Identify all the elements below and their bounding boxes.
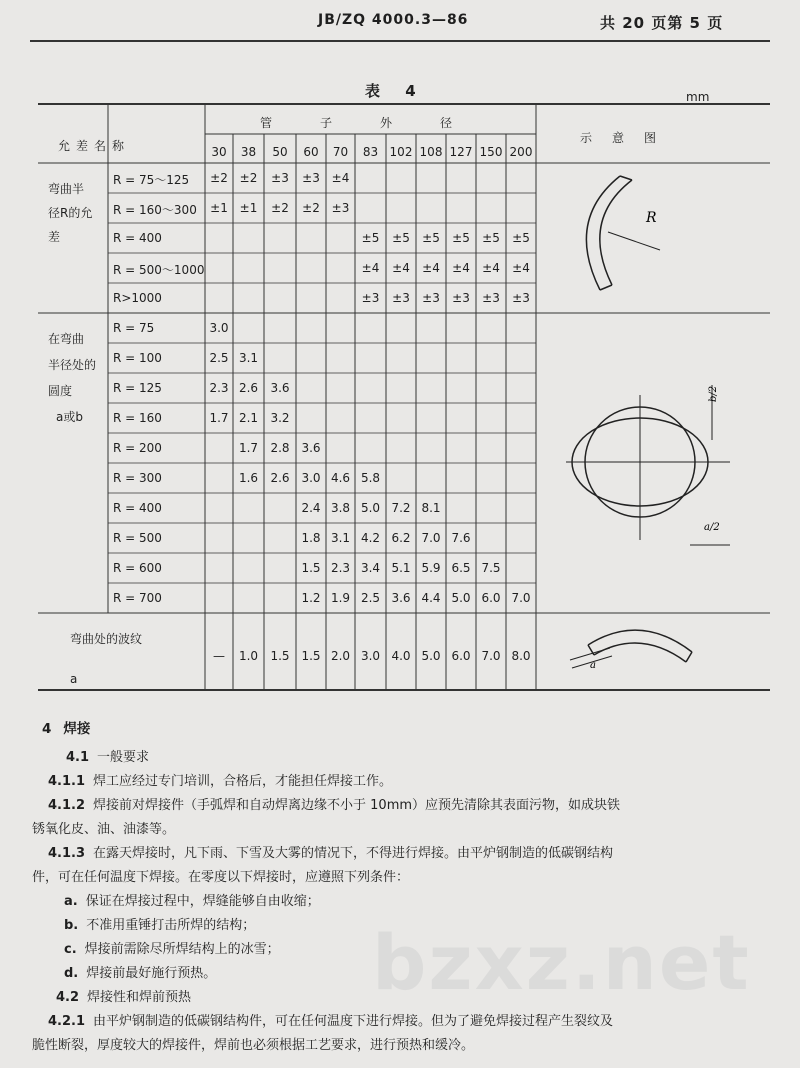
table-cell: 4.4 <box>421 591 441 605</box>
table-cell: 7.0 <box>481 648 501 663</box>
row-label: R = 500～1000 <box>113 263 205 277</box>
paragraph-text: 焊接前最好施行预热。 <box>86 966 217 981</box>
paragraph-number: d. <box>64 966 79 981</box>
a-half-label: a/2 <box>704 522 720 533</box>
table-cell: — <box>213 648 225 663</box>
diameter-col-header: 150 <box>479 145 503 159</box>
row-label: R = 160 <box>113 411 162 425</box>
category-label: 圆度 <box>48 384 73 398</box>
category-label: 弯曲半 <box>48 182 85 196</box>
row-label: R = 600 <box>113 561 162 575</box>
paragraph-text: 焊接前需除尽所焊结构上的冰雪； <box>84 942 280 957</box>
row-label: R = 160～300 <box>113 203 197 217</box>
row-label: R = 400 <box>113 231 162 245</box>
paragraph-number: 4.2.1 <box>48 1014 86 1029</box>
row-label: R = 75 <box>113 321 155 335</box>
row-label: R = 125 <box>113 381 162 395</box>
paragraph-text: 保证在焊接过程中，焊缝能够自由收缩； <box>85 894 320 909</box>
table-cell: ±1 <box>239 201 258 215</box>
table-cell: 1.5 <box>301 648 321 663</box>
table-cell: ±2 <box>271 201 289 215</box>
table-cell: 2.4 <box>301 501 321 515</box>
table-cell: ±5 <box>422 231 440 245</box>
paragraph <box>64 890 320 909</box>
table-cell: 6.0 <box>451 648 471 663</box>
paragraph-text: 焊接性和焊前预热 <box>87 990 192 1005</box>
diameter-col-header: 60 <box>303 145 319 159</box>
paragraph <box>32 818 175 837</box>
table-cell: 5.0 <box>421 648 441 663</box>
table-cell: ±3 <box>302 171 320 185</box>
table-cell: ±1 <box>210 201 228 215</box>
table-cell: 1.6 <box>238 471 259 485</box>
table-cell: 5.0 <box>451 591 471 605</box>
table-cell: ±5 <box>392 231 410 245</box>
bend-radius-diagram <box>586 176 660 290</box>
table-cell: 7.5 <box>481 561 501 575</box>
table-cell: ±5 <box>452 231 470 245</box>
table-cell: ±3 <box>452 291 470 305</box>
paragraph <box>56 986 191 1005</box>
table-cell: ±3 <box>271 171 289 185</box>
table-cell: 2.3 <box>330 561 351 575</box>
paragraph-text: 锈氧化皮、油、油漆等。 <box>32 822 176 837</box>
table-cell: 3.8 <box>330 501 351 515</box>
table-cell: 4.2 <box>360 531 381 545</box>
table-cell: 1.0 <box>238 648 259 663</box>
paragraph-number: b. <box>64 918 79 933</box>
paragraph-text: 脆性断裂，厚度较大的焊接件，焊前也必须根据工艺要求，进行预热和缓冷。 <box>32 1038 475 1053</box>
table-cell: ±4 <box>452 261 470 275</box>
paragraph-text: 一般要求 <box>97 750 150 765</box>
table-cell: 7.2 <box>391 501 411 515</box>
table-cell: 1.2 <box>301 591 321 605</box>
wave-label: a <box>590 660 596 671</box>
table-cell: 3.6 <box>270 381 290 395</box>
paragraph <box>48 842 613 861</box>
category-label: a或b <box>56 410 83 424</box>
table-cell: ±2 <box>302 201 320 215</box>
paragraph-text: 由平炉钢制造的低碳钢结构件，可在任何温度下进行焊接。但为了避免焊接过程产生裂纹及 <box>93 1014 614 1029</box>
table-cell: ±2 <box>210 171 228 185</box>
table-cell: ±4 <box>361 261 380 275</box>
table-cell: ±3 <box>482 291 500 305</box>
row-label: R = 200 <box>113 441 162 455</box>
table-cell: 3.0 <box>360 648 381 663</box>
diameter-col-header: 127 <box>449 145 473 159</box>
table-cell: ±2 <box>239 171 258 185</box>
table-cell: ±3 <box>361 291 380 305</box>
table-cell: 3.6 <box>391 591 411 605</box>
b-half-label: b/2 <box>708 385 719 402</box>
table-cell: 1.5 <box>270 648 290 663</box>
paragraph <box>48 1010 613 1029</box>
table-cell: ±5 <box>482 231 500 245</box>
table-cell: ±5 <box>512 231 530 245</box>
col-name-header: 允差名称 <box>58 139 131 153</box>
paragraph <box>66 746 149 765</box>
paragraph <box>64 938 280 957</box>
table-cell: 2.0 <box>330 648 351 663</box>
table-cell: ±5 <box>361 231 380 245</box>
paragraph <box>32 1034 474 1053</box>
paragraph <box>48 794 620 813</box>
section-number: 4 <box>42 721 52 737</box>
category-label: 半径处的 <box>48 358 97 372</box>
table-cell: 1.8 <box>301 531 321 545</box>
table-cell: 2.5 <box>209 351 229 365</box>
table-cell: ±4 <box>512 261 530 275</box>
radius-label: R <box>646 210 657 226</box>
table-cell: 2.1 <box>238 411 259 425</box>
paragraph-text: 焊接前对焊接件（手弧焊和自动焊离边缘不小于 10mm）应预先清除其表面污物，如成块铁 <box>93 798 621 813</box>
table-cell: 2.6 <box>238 381 259 395</box>
table-cell: 6.2 <box>391 531 411 545</box>
paragraph-number: 4.1.3 <box>48 846 86 861</box>
table-cell: 5.9 <box>421 561 441 575</box>
diameter-col-header: 102 <box>389 145 413 159</box>
paragraph-number: 4.1.1 <box>48 774 86 789</box>
paragraph-number: 4.2 <box>56 990 80 1005</box>
paragraph <box>64 962 216 981</box>
paragraph-text: 在露天焊接时，凡下雨、下雪及大雾的情况下，不得进行焊接。由平炉钢制造的低碳钢结构 <box>93 846 614 861</box>
category-label: 差 <box>48 230 61 244</box>
row-label: R = 400 <box>113 501 162 515</box>
table-cell: 3.4 <box>360 561 381 575</box>
table-cell: 4.6 <box>330 471 351 485</box>
table-cell: ±4 <box>482 261 500 275</box>
table-cell: 8.0 <box>511 648 531 663</box>
table-cell: 2.3 <box>209 381 229 395</box>
paragraph-number: 4.1.2 <box>48 798 86 813</box>
table-cell: ±3 <box>512 291 530 305</box>
table-cell: 3.0 <box>301 471 321 485</box>
row-label: R = 700 <box>113 591 162 605</box>
table-cell: 7.6 <box>451 531 471 545</box>
table-cell: 5.0 <box>360 501 381 515</box>
table-cell: 7.0 <box>511 591 531 605</box>
category-label: 径R的允 <box>48 206 93 220</box>
table-cell: 3.2 <box>270 411 290 425</box>
ovality-diagram <box>566 385 730 545</box>
row-label: R = 100 <box>113 351 162 365</box>
table-cell: 3.6 <box>301 441 321 455</box>
table-cell: 7.0 <box>421 531 441 545</box>
pipe-diameter-header: 管子外径 <box>260 116 501 130</box>
table-cell: ±4 <box>422 261 440 275</box>
table-cell: 1.7 <box>209 411 229 425</box>
category-label: a <box>70 672 78 686</box>
table-cell: 5.1 <box>391 561 411 575</box>
table-cell: ±3 <box>392 291 410 305</box>
paragraph-text: 焊工应经过专门培训，合格后，才能担任焊接工作。 <box>93 774 393 789</box>
table-cell: 8.1 <box>421 501 441 515</box>
table-cell: 2.6 <box>270 471 290 485</box>
diameter-col-header: 70 <box>332 145 349 159</box>
diagram-header: 示意图 <box>580 131 677 145</box>
page-info: 共 20 页第 5 页 <box>600 14 724 32</box>
row-label: R = 75～125 <box>113 173 190 187</box>
table-cell: 6.0 <box>481 591 501 605</box>
table-cell: ±3 <box>422 291 440 305</box>
table-cell: ±3 <box>331 201 350 215</box>
paragraph-text: 不准用重锤打击所焊的结构； <box>86 918 256 933</box>
diameter-col-header: 38 <box>240 145 257 159</box>
standard-number: JB/ZQ 4000.3—86 <box>318 12 469 28</box>
table-cell: 5.8 <box>360 471 381 485</box>
diameter-col-header: 50 <box>272 145 288 159</box>
diameter-col-header: 30 <box>211 145 227 159</box>
waviness-diagram <box>570 630 692 668</box>
paragraph <box>48 770 392 789</box>
table-cell: 1.9 <box>330 591 351 605</box>
table-cell: 3.1 <box>330 531 351 545</box>
paragraph <box>64 914 255 933</box>
paragraph <box>32 866 409 885</box>
section-heading <box>42 717 90 737</box>
row-label: R>1000 <box>113 291 162 305</box>
category-label: 在弯曲 <box>48 332 85 346</box>
diameter-col-header: 200 <box>509 145 533 159</box>
table-title: 表 4 <box>365 82 426 100</box>
table-cell: 3.0 <box>209 321 229 335</box>
table-cell: 3.1 <box>238 351 259 365</box>
table-cell: ±4 <box>331 171 350 185</box>
table-cell: 6.5 <box>451 561 471 575</box>
table-cell: 2.8 <box>270 441 290 455</box>
watermark: bzxz.net <box>372 918 751 1007</box>
paragraph-number: 4.1 <box>66 750 90 765</box>
diameter-col-header: 108 <box>419 145 443 159</box>
paragraph-number: c. <box>64 942 77 957</box>
table-cell: ±4 <box>392 261 410 275</box>
row-label: R = 500 <box>113 531 162 545</box>
section-title: 焊接 <box>63 721 91 737</box>
row-label: R = 300 <box>113 471 162 485</box>
paragraph-number: a. <box>64 894 78 909</box>
table-cell: 1.7 <box>238 441 259 455</box>
table-cell: 2.5 <box>360 591 381 605</box>
paragraph-text: 件，可在任何温度下焊接。在零度以下焊接时，应遵照下列条件： <box>32 870 410 885</box>
table-cell: 1.5 <box>301 561 321 575</box>
table-unit: mm <box>686 90 710 104</box>
category-label: 弯曲处的波纹 <box>70 632 143 646</box>
table-cell: 4.0 <box>391 648 411 663</box>
diameter-col-header: 83 <box>362 145 379 159</box>
